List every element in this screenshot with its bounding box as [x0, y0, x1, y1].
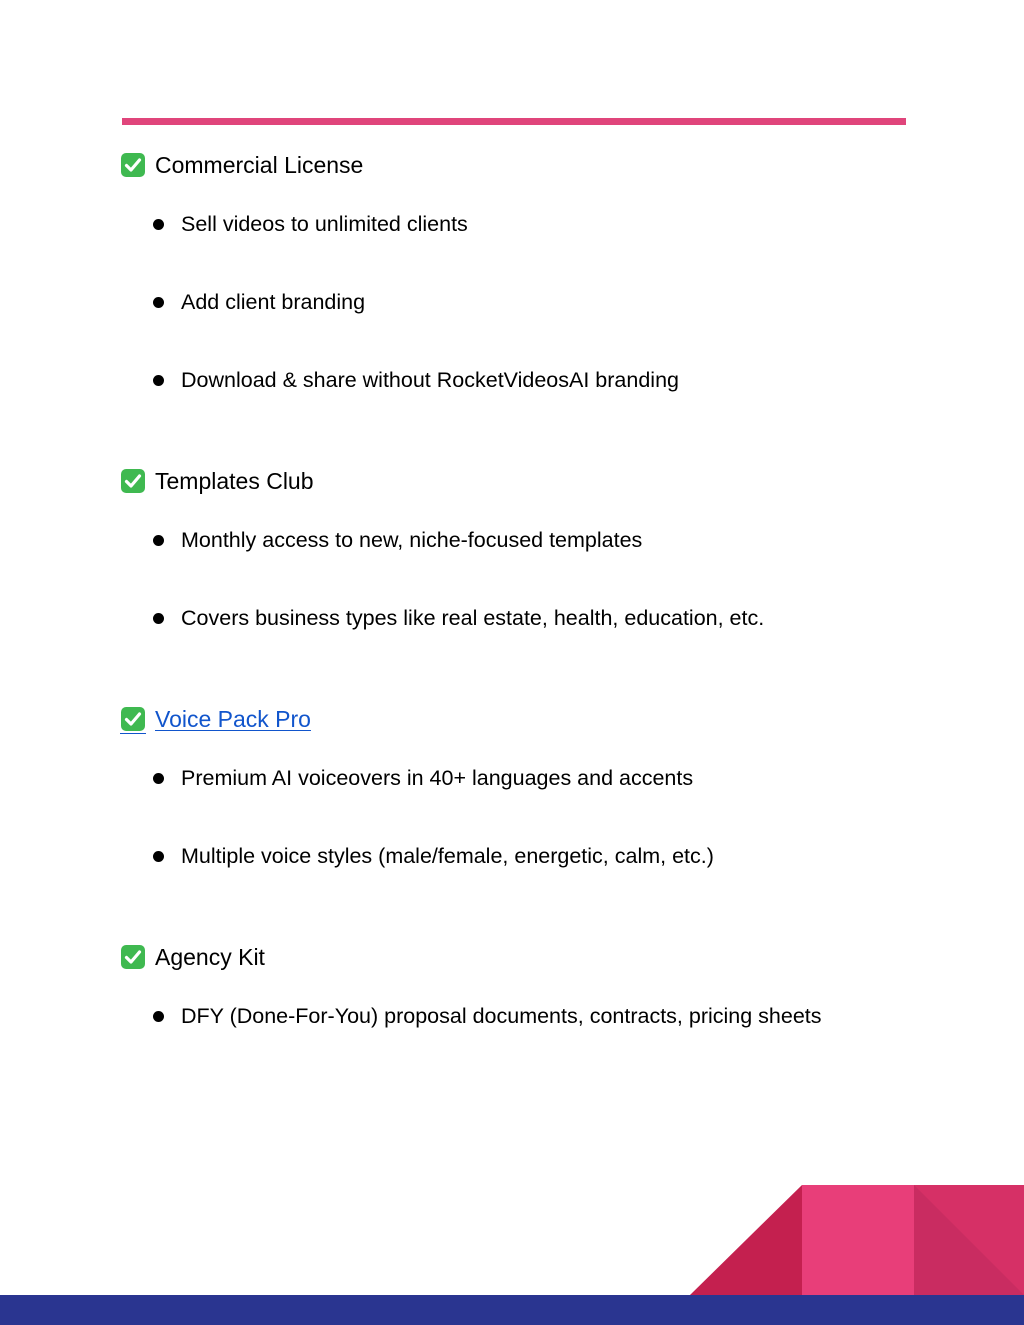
- list-item: [150, 526, 642, 554]
- bullet-dot-icon: [153, 773, 164, 784]
- bullet-dot-icon: [153, 535, 164, 546]
- section-link-voice-pack-pro[interactable]: [120, 705, 311, 733]
- list-item-text: Download & share without RocketVideosAI branding: [181, 368, 679, 392]
- bullet-dot-icon: [153, 613, 164, 624]
- list-item: [150, 210, 468, 238]
- section-title: Voice Pack Pro: [155, 706, 311, 732]
- corner-decoration: [690, 1185, 1024, 1295]
- section-title: Templates Club: [155, 468, 314, 494]
- check-mark-button-icon: [120, 152, 146, 178]
- list-item-text: Premium AI voiceovers in 40+ languages and accents: [181, 766, 694, 790]
- check-mark-button-icon: [120, 706, 146, 732]
- list-item: [150, 1002, 822, 1030]
- list-item-text: Monthly access to new, niche-focused templates: [181, 528, 643, 552]
- section-heading-templates-club: [120, 467, 314, 495]
- footer-band: [0, 1295, 1024, 1325]
- section-title: Agency Kit: [155, 944, 265, 970]
- list-item: [150, 842, 714, 870]
- check-icon-underline: [120, 705, 146, 734]
- list-item-text: Covers business types like real estate, health, education, etc.: [181, 606, 765, 630]
- section-heading-commercial-license: [120, 151, 363, 179]
- bullet-dot-icon: [153, 851, 164, 862]
- deco-triangle: [690, 1185, 802, 1295]
- bullet-dot-icon: [153, 1011, 164, 1022]
- section-heading-agency-kit: [120, 943, 265, 971]
- bullet-dot-icon: [153, 219, 164, 230]
- list-item-text: Add client branding: [181, 290, 366, 314]
- check-mark-button-icon: [120, 944, 146, 970]
- list-item-text: Multiple voice styles (male/female, energetic, calm, etc.): [181, 844, 714, 868]
- list-item-text: DFY (Done-For-You) proposal documents, contracts, pricing sheets: [181, 1004, 822, 1028]
- list-item: [150, 366, 679, 394]
- bullet-dot-icon: [153, 375, 164, 386]
- list-item: [150, 288, 365, 316]
- list-item: [150, 764, 693, 792]
- bullet-dot-icon: [153, 297, 164, 308]
- deco-block: [802, 1185, 914, 1295]
- list-item: [150, 604, 764, 632]
- list-item-text: Sell videos to unlimited clients: [181, 212, 468, 236]
- section-title: Commercial License: [155, 152, 364, 178]
- check-mark-button-icon: [120, 468, 146, 494]
- top-accent-rule: [122, 118, 906, 125]
